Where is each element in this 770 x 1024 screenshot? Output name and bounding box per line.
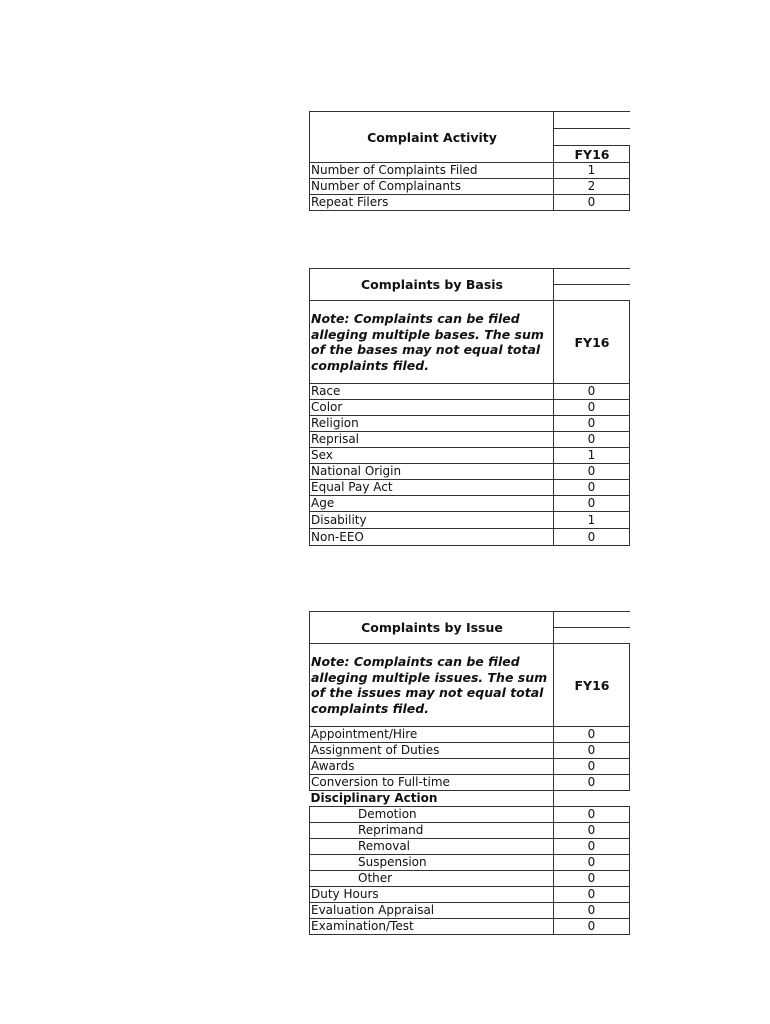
table-row: [310, 529, 630, 546]
complaints-by-issue-table: [309, 611, 630, 935]
row-value: 0: [554, 400, 630, 416]
header-spacer: [554, 128, 630, 146]
row-value: 1: [554, 512, 630, 529]
table-row: [310, 887, 630, 903]
row-label: Equal Pay Act: [310, 480, 554, 496]
table-row: [310, 464, 630, 480]
row-label: Appointment/Hire: [310, 727, 554, 743]
table-row: [310, 179, 630, 195]
row-label: Examination/Test: [310, 919, 554, 935]
complaint-activity-title: Complaint Activity: [310, 112, 554, 163]
header-spacer: [554, 628, 630, 644]
row-label: Non-EEO: [310, 529, 554, 546]
table-row: [310, 480, 630, 496]
row-label: Suspension: [310, 855, 554, 871]
row-value: 0: [554, 759, 630, 775]
fy-column-header: FY16: [554, 301, 630, 384]
row-value: 0: [554, 775, 630, 791]
complaint-activity-table: [309, 111, 630, 211]
table-row: [310, 163, 630, 179]
header-spacer: [554, 612, 630, 628]
row-value: 0: [554, 464, 630, 480]
row-label: Assignment of Duties: [310, 743, 554, 759]
row-value: 0: [554, 839, 630, 855]
table-row: [310, 919, 630, 935]
header-spacer: [554, 112, 630, 129]
header-spacer: [554, 285, 630, 301]
row-label: Number of Complaints Filed: [310, 163, 554, 179]
fy-column-header: FY16: [554, 146, 630, 163]
row-label: Removal: [310, 839, 554, 855]
row-value: 0: [554, 480, 630, 496]
complaints-by-issue-title: Complaints by Issue: [310, 612, 554, 644]
table-row: [310, 195, 630, 211]
table-row: [310, 807, 630, 823]
row-value: 0: [554, 529, 630, 546]
table-row: [310, 839, 630, 855]
row-label: Religion: [310, 416, 554, 432]
row-value: 0: [554, 416, 630, 432]
row-value: 0: [554, 919, 630, 935]
fy-column-header: FY16: [554, 644, 630, 727]
row-value: 0: [554, 432, 630, 448]
table-row: [310, 384, 630, 400]
table-row: [310, 448, 630, 464]
section-row: [310, 791, 630, 807]
table-row: [310, 759, 630, 775]
row-value: 0: [554, 743, 630, 759]
row-label: Conversion to Full-time: [310, 775, 554, 791]
row-label: Sex: [310, 448, 554, 464]
row-value: 0: [554, 384, 630, 400]
table-row: [310, 903, 630, 919]
row-value: 2: [554, 179, 630, 195]
issue-note: Note: Complaints can be filed alleging multiple issues. The sum of the issues may not equal total complaints filed.: [310, 644, 554, 727]
row-label: National Origin: [310, 464, 554, 480]
row-value: 0: [554, 807, 630, 823]
row-value: 1: [554, 448, 630, 464]
section-spacer: [554, 791, 630, 807]
table-row: [310, 855, 630, 871]
row-value: 0: [554, 887, 630, 903]
row-value: 0: [554, 871, 630, 887]
row-label: Other: [310, 871, 554, 887]
row-label: Disability: [310, 512, 554, 529]
table-row: [310, 512, 630, 529]
row-value: 0: [554, 903, 630, 919]
row-label: Number of Complainants: [310, 179, 554, 195]
row-value: 0: [554, 855, 630, 871]
row-value: 0: [554, 195, 630, 211]
row-label: Evaluation Appraisal: [310, 903, 554, 919]
complaints-by-basis-table: [309, 268, 630, 546]
row-label: Race: [310, 384, 554, 400]
row-label: Awards: [310, 759, 554, 775]
row-label: Age: [310, 496, 554, 512]
table-row: [310, 727, 630, 743]
table-row: [310, 400, 630, 416]
row-value: 0: [554, 823, 630, 839]
row-label: Reprimand: [310, 823, 554, 839]
row-label: Demotion: [310, 807, 554, 823]
row-value: 0: [554, 727, 630, 743]
table-row: [310, 743, 630, 759]
table-row: [310, 416, 630, 432]
header-spacer: [554, 269, 630, 285]
row-value: 0: [554, 496, 630, 512]
disciplinary-action-section: Disciplinary Action: [310, 791, 554, 807]
row-value: 1: [554, 163, 630, 179]
table-row: [310, 775, 630, 791]
row-label: Repeat Filers: [310, 195, 554, 211]
table-row: [310, 823, 630, 839]
table-row: [310, 871, 630, 887]
row-label: Reprisal: [310, 432, 554, 448]
table-row: [310, 432, 630, 448]
table-row: [310, 496, 630, 512]
row-label: Color: [310, 400, 554, 416]
complaints-by-basis-title: Complaints by Basis: [310, 269, 554, 301]
row-label: Duty Hours: [310, 887, 554, 903]
basis-note: Note: Complaints can be filed alleging multiple bases. The sum of the bases may not equal total complaints filed.: [310, 301, 554, 384]
